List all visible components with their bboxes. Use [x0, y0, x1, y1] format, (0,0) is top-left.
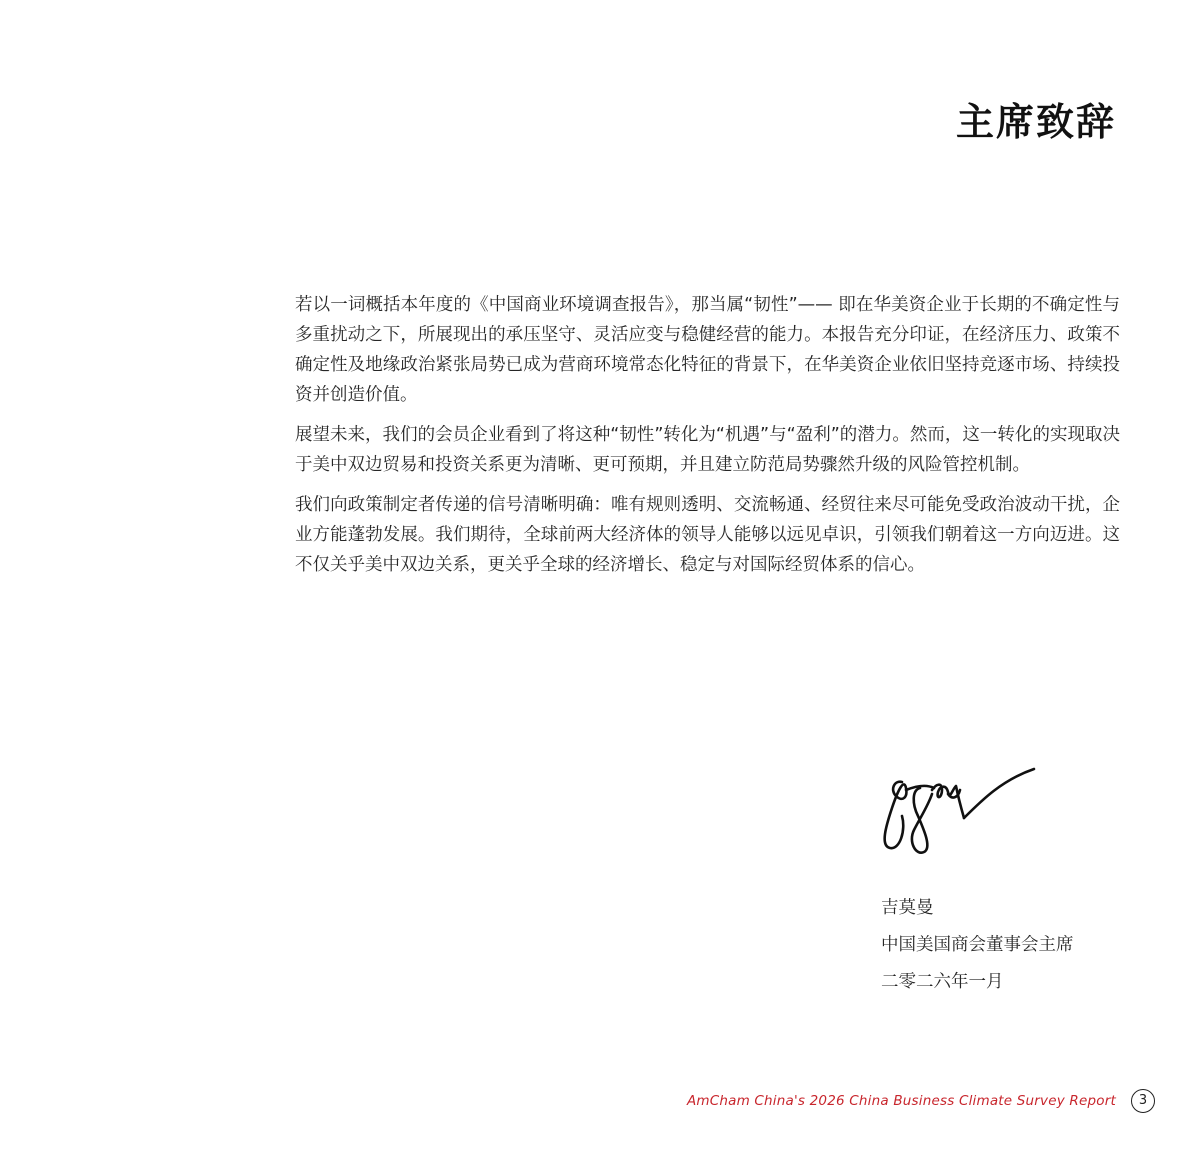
signatory-name: 吉莫曼: [881, 898, 934, 918]
letter-body: [295, 290, 1120, 590]
handwritten-signature: [872, 760, 1047, 860]
page-number: 3: [1131, 1089, 1155, 1113]
signatory-position: 中国美国商会董事会主席: [881, 935, 1074, 955]
paragraph-1: 若以一词概括本年度的《中国商业环境调查报告》，那当属“韧性”—— 即在华美资企业于长期的不确定性与多重扰动之下，所展现出的承压坚守、灵活应变与稳健经营的能力。本报告充分印证，在经济压力、政策不确定性及地缘政治紧张局势已成为营商环境常态化特征的背景下，在华美资企业依旧坚持竞逐市场、持续投资并创造价值。: [295, 295, 1120, 405]
paragraph-2: 展望未来，我们的会员企业看到了将这种“韧性”转化为“机遇”与“盈利”的潜力。然而，这一转化的实现取决于美中双边贸易和投资关系更为清晰、更可预期，并且建立防范局势骤然升级的风险管控机制。: [295, 425, 1120, 475]
page-title: 主席致辞: [955, 100, 1116, 144]
signature-date: 二零二六年一月: [881, 972, 1004, 992]
footer-report-title: AmCham China's 2026 China Business Climate Survey Report: [686, 1093, 1116, 1109]
paragraph-3: 我们向政策制定者传递的信号清晰明确：唯有规则透明、交流畅通、经贸往来尽可能免受政治波动干扰，企业方能蓬勃发展。我们期待，全球前两大经济体的领导人能够以远见卓识，引领我们朝着这一方向迈进。这不仅关乎美中双边关系，更关乎全球的经济增长、稳定与对国际经贸体系的信心。: [295, 495, 1120, 575]
signature-block: [881, 895, 1074, 1006]
